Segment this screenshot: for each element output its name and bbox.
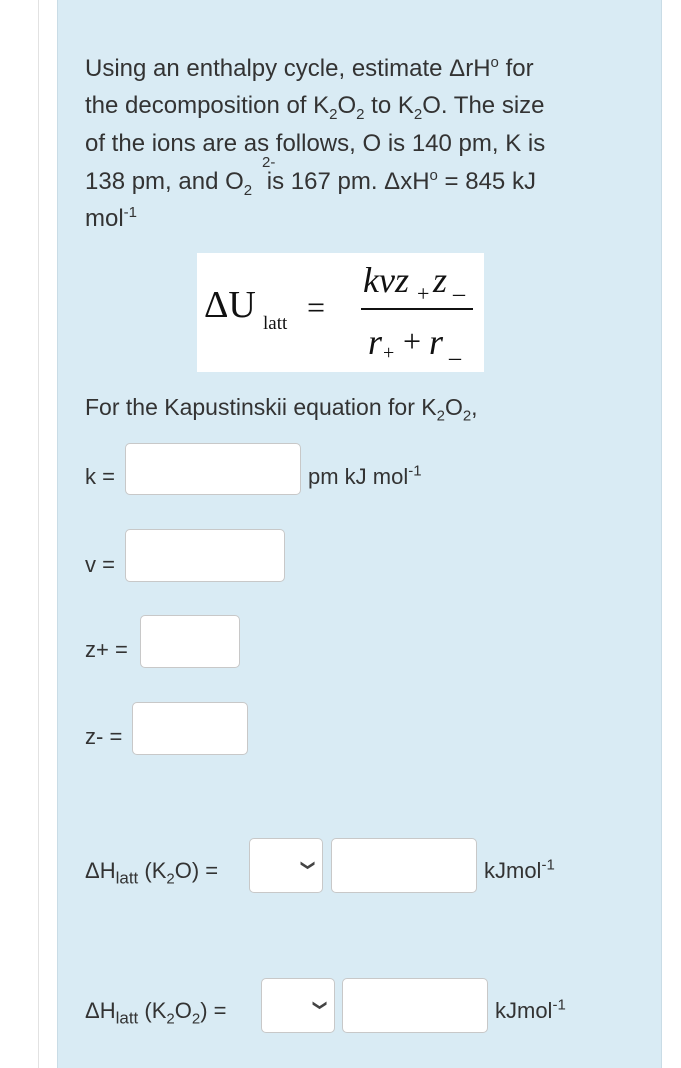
question-line-2: the decomposition of $K_2O_2$ to $K_2O$. The size: [85, 92, 545, 123]
formula-numerator-z: z: [433, 260, 448, 300]
h-latt-k2o2-label: $\Delta H_{latt}$ $(K_2O_2)$ =: [85, 998, 227, 1028]
kapustinskii-instruction: For the Kapustinskii equation for $K_2O_2$,: [85, 394, 478, 425]
formula-numerator-kvz: kvz: [363, 260, 409, 300]
question-line-3: of the ions are as follows, O is 140 pm, K is: [85, 130, 546, 157]
question-line-1: Using an enthalpy cycle, estimate ΔrH$^o$ for: [85, 54, 534, 82]
zplus-input[interactable]: [140, 615, 240, 668]
kapustinskii-formula: [197, 253, 484, 372]
left-border-line: [38, 0, 39, 1068]
formula-denom-r2: r: [429, 322, 444, 362]
v-label: v =: [85, 552, 115, 577]
chevron-down-icon: ❯: [300, 858, 317, 871]
zplus-label: z+ =: [85, 637, 128, 662]
formula-latt-subscript: latt: [263, 313, 288, 334]
formula-equals: =: [307, 289, 326, 325]
formula-num-plus: +: [417, 281, 430, 306]
k-label: k =: [85, 464, 115, 489]
formula-delta-u: ΔU: [204, 284, 256, 326]
formula-fraction-bar: [361, 308, 473, 310]
v-input[interactable]: [125, 529, 285, 582]
formula-denom-plus: +: [403, 323, 422, 359]
formula-denom-plus-sub: +: [383, 342, 395, 364]
h-latt-k2o-sign-select[interactable]: [249, 838, 323, 893]
h-latt-k2o2-unit: kJmol$^{-1}$: [495, 996, 566, 1023]
formula-num-minus: _: [453, 273, 465, 299]
zminus-label: z- =: [85, 724, 123, 749]
h-latt-k2o2-input[interactable]: [342, 978, 488, 1033]
question-line-4: 138 pm, and $O_2$ is 167 pm. ΔxH$^o$ = 845 kJ: [85, 167, 536, 199]
k-input[interactable]: [125, 443, 301, 495]
oxide-charge-superscript: 2-: [262, 154, 276, 171]
question-line-5: mol$^{-1}$: [85, 204, 138, 232]
h-latt-k2o2-sign-select[interactable]: [261, 978, 335, 1033]
k-unit: pm kJ mol$^{-1}$: [308, 462, 422, 489]
h-latt-k2o-input[interactable]: [331, 838, 477, 893]
formula-denom-r1: r: [368, 322, 383, 362]
formula-denom-minus-sub: _: [449, 337, 461, 363]
h-latt-k2o-unit: kJmol$^{-1}$: [484, 856, 555, 883]
zminus-input[interactable]: [132, 702, 248, 755]
chevron-down-icon: ❯: [312, 998, 329, 1011]
h-latt-k2o-label: $\Delta H_{latt}$ $(K_2O)$ =: [85, 858, 219, 888]
